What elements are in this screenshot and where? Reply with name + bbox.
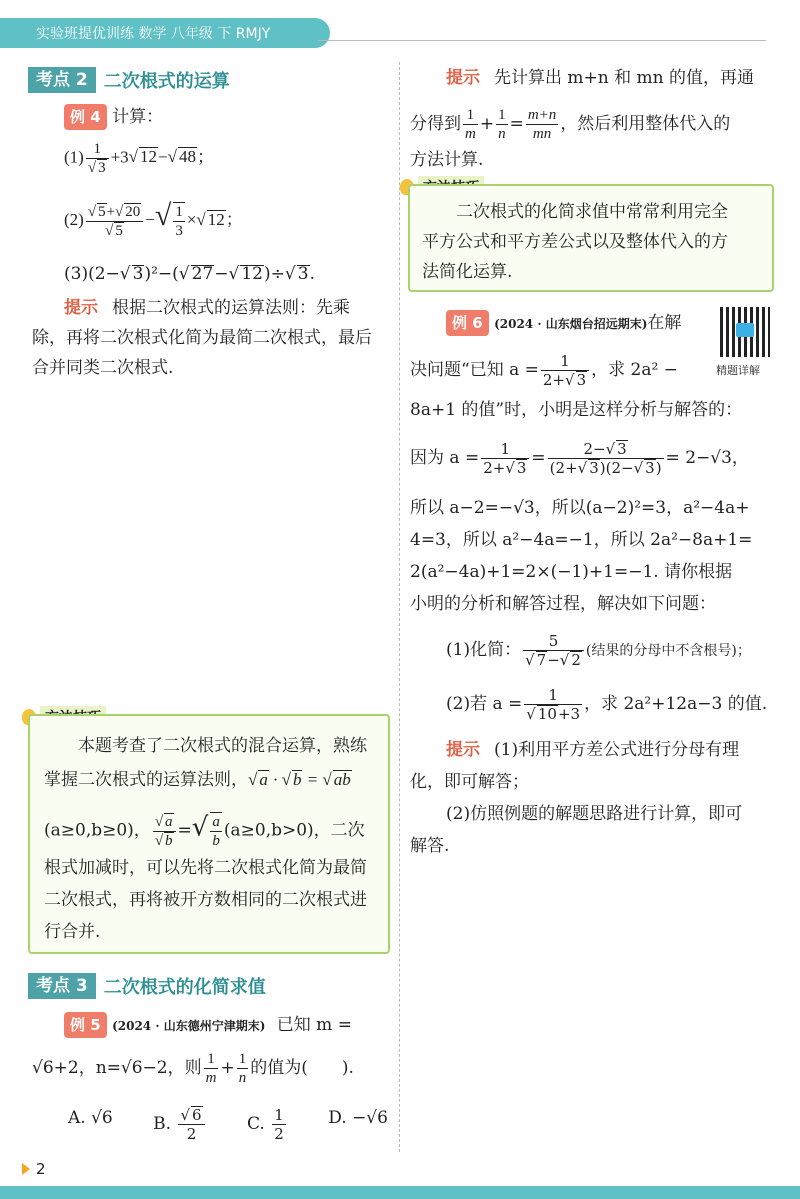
footer-bar — [0, 1186, 800, 1199]
ex4-hint-line2: 除，再将二次根式化简为最简二次根式，最后 — [32, 328, 372, 348]
tip1-line: 二次根式，再将被开方数相同的二次根式进 — [44, 890, 367, 910]
ex6-line: 因为 a = $\frac{1}{2+ √ 3}$ = $\frac{2- √ 3}{(2+ √ 3)(2- √ 3)}$ = 2−√3， — [410, 440, 749, 477]
hint5-line1: 提示 先计算出 m+n 和 mn 的值，再通 — [446, 68, 754, 88]
example-5-stem: √6+2，n=√6−2，则 $\frac{1}{m}$ + $\frac{1}{n}$ 的值为( ). — [32, 1051, 354, 1086]
section-tag: 考点 2 — [28, 67, 96, 93]
example-badge: 例 5 — [64, 1012, 107, 1038]
ex4-item-2: (2) √ 5+ √ 20 √ 5 −√ $\frac{1}{3}$ × √ 12； — [64, 202, 243, 240]
ex4-item-1: (1) 1 √ 3 +3 √ 12− √ 48； — [64, 140, 214, 177]
section-heading: 二次根式的化简求值 — [103, 977, 266, 998]
section-heading: 二次根式的运算 — [103, 71, 230, 92]
ex4-hint-line1 — [64, 296, 350, 320]
example-5-head — [64, 1012, 352, 1038]
ex6-line: 决问题“已知 a = $\frac{1}{2+ √ 3}$ ，求 2a² − — [410, 352, 678, 389]
example-5-options — [68, 1106, 388, 1143]
tip1-line: 行合并. — [44, 922, 101, 942]
ex6-hint-line2: 化，即可解答； — [410, 772, 529, 792]
section-2-title — [28, 66, 230, 94]
tip1-box — [28, 714, 390, 954]
option-c[interactable]: C. $\frac{1}{2}$ — [247, 1106, 284, 1143]
header-rule — [318, 40, 766, 41]
hint5-line2: 分得到 $\frac{1}{m}$ + $\frac{1}{n}$ = $\frac{m+n}{mn}$ ，然后利用整体代入的 — [410, 107, 731, 142]
page-number: 2 — [36, 1160, 46, 1178]
tip1-line: 本题考查了二次根式的混合运算，熟练 — [78, 736, 367, 756]
ex4-item-3: (3)(2− √ 3)²−( √ 27− √ 12)÷ √ 3. — [64, 262, 315, 286]
tip1-line: 根式加减时，可以先将二次根式化简为最简 — [44, 858, 367, 878]
ex6-line: 4=3，所以 a²−4a=−1，所以 2a²−8a+1= — [410, 530, 753, 550]
column-divider — [399, 62, 400, 1152]
example-source: (2024 · 山东德州宁津期末) — [112, 1019, 266, 1033]
hint-label: 提示 — [64, 298, 98, 318]
qr-code-icon[interactable] — [720, 307, 770, 357]
header-title: 实验班提优训练 数学 八年级 下 RMJY — [36, 26, 271, 42]
section-tag: 考点 3 — [28, 973, 96, 999]
hint5-line3: 方法计算. — [410, 150, 484, 170]
ex6-line: 2(a²−4a)+1=2×(−1)+1=−1. 请你根据 — [410, 562, 733, 582]
example-badge: 例 6 — [446, 310, 489, 336]
example-stem: 已知 m = — [276, 1015, 352, 1035]
tip2-line: 平方公式和平方差公式以及整体代入的方 — [422, 232, 728, 252]
tip2-box — [408, 184, 774, 292]
ex6-line: 小明的分析和解答过程，解决如下问题： — [410, 594, 716, 614]
ex6-hint-line1: 提示 (1)利用平方差公式进行分母有理 — [446, 740, 740, 760]
ex4-hint-line3: 合并同类二次根式. — [32, 358, 174, 378]
example-source: (2024 · 山东烟台招远期末) — [494, 317, 648, 331]
hint-text: 根据二次根式的运算法则：先乘 — [112, 298, 350, 318]
example-4-head — [64, 104, 163, 130]
ex6-question-1: (1)化简： 5 √ 7− √ 2 (结果的分母中不含根号)； — [446, 632, 751, 669]
tip1-line: 掌握二次根式的运算法则， √ a · √ b = √ ab — [44, 768, 352, 792]
tip1-line: (a≥0,b≥0)， √ a √ b =√ $\frac{a}{b}$ (a≥0,b>0)，二次 — [44, 812, 365, 850]
ex6-line: 所以 a−2=−√3，所以(a−2)²=3，a²−4a+ — [410, 498, 750, 518]
ex6-hint-line3: (2)仿照例题的解题思路进行计算，即可 — [446, 804, 743, 824]
example-6-head: 例 6 (2024 · 山东烟台招远期末)在解 — [446, 310, 681, 336]
ex6-question-2: (2)若 a = 1 √ 10+3 ，求 2a²+12a−3 的值. — [446, 686, 767, 723]
ex6-line: 8a+1 的值”时，小明是这样分析与解答的： — [410, 400, 743, 420]
ex6-hint-line4: 解答. — [410, 836, 450, 856]
section-3-title — [28, 972, 266, 1000]
tip2-line: 二次根式的化简求值中常常利用完全 — [456, 202, 728, 222]
option-a[interactable]: A. √6 — [68, 1108, 113, 1128]
example-badge: 例 4 — [64, 104, 107, 130]
qr-label: 精题详解 — [716, 364, 760, 377]
header-banner — [0, 18, 330, 48]
tip2-line: 法简化运算. — [422, 262, 513, 282]
option-b[interactable]: B. √ $\frac{6}{2}$ — [153, 1106, 206, 1143]
option-d[interactable]: D. −√6 — [328, 1108, 388, 1128]
example-lead: 计算： — [112, 107, 164, 127]
